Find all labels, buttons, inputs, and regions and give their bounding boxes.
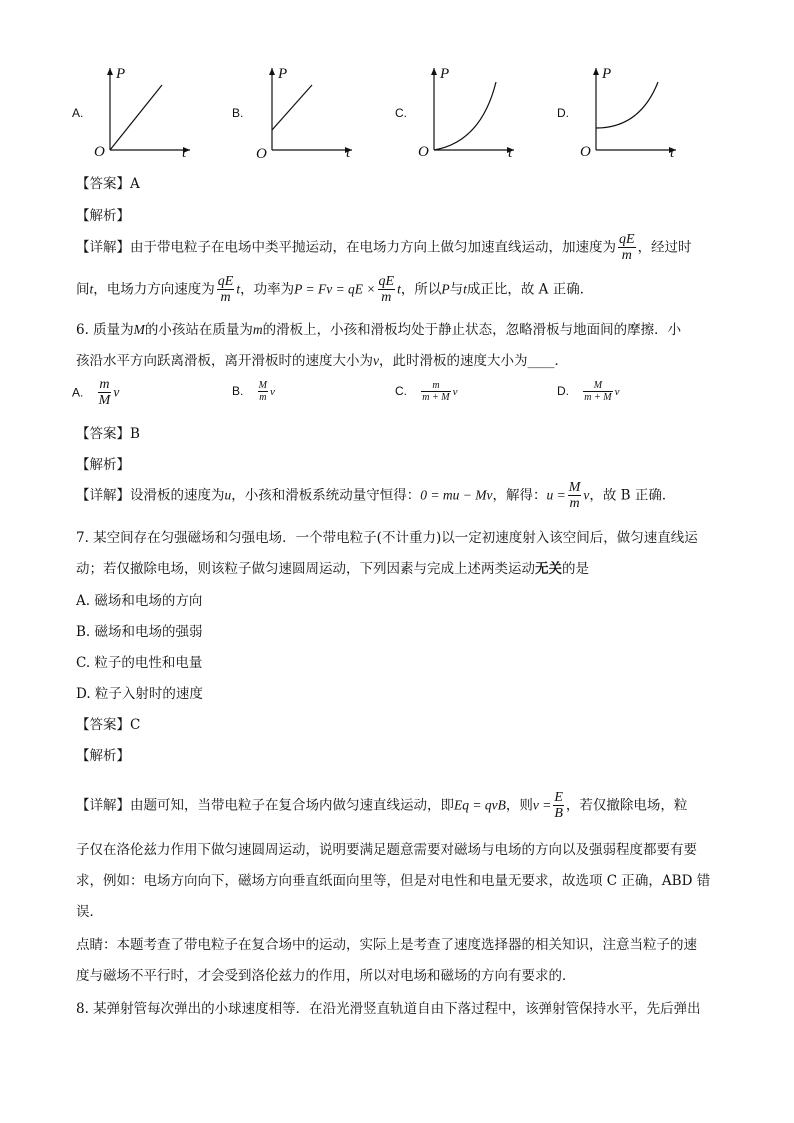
q5-detail-line-2 — [76, 274, 593, 306]
var-v: v — [373, 353, 379, 368]
q7-detail-line-2: 子仅在洛伦兹力作用下做匀速圆周运动，说明要满足题意需要对磁场与电场的方向以及强弱程度都要有要 — [76, 842, 697, 858]
graph-b-curve — [272, 85, 312, 130]
detail-text: 与 — [449, 281, 464, 298]
q5-answer-line — [76, 172, 140, 192]
q6-option-b: B. $\frac{M}{m}$ v — [232, 380, 275, 403]
option-c-label: C. — [395, 106, 407, 120]
detail-tag: 【详解】 — [76, 239, 130, 256]
graph-d-y-label: P — [602, 66, 612, 82]
graph-c-curve — [434, 82, 496, 150]
graph-c-y-label: P — [440, 66, 450, 82]
option-label: C. — [395, 384, 407, 398]
graph-a-origin: O — [94, 144, 105, 160]
stem-text: 的是 — [562, 561, 589, 577]
graph-d — [578, 60, 688, 165]
stem-text: 动；若仅撤除电场，则该粒子做匀速圆周运动，下列因素与完成上述两类运动 — [76, 561, 535, 577]
var-t: t — [236, 281, 241, 297]
graph-a-curve — [110, 85, 162, 150]
fraction-E-over-B: $\frac{E}{B}$ — [554, 790, 563, 822]
fraction-M-over-m: $\frac{M}{m}$ — [568, 480, 581, 512]
graph-b-origin: O — [256, 146, 267, 162]
detail-text: ，若仅撤除电场，粒 — [565, 797, 688, 814]
q7-analysis-tag: 【解析】 — [76, 748, 130, 764]
graph-d-origin: O — [580, 144, 591, 160]
detail-text: ，小孩和滑板系统动量守恒得： — [231, 487, 421, 504]
graph-a-x-label: t — [182, 145, 187, 161]
option-d-label: D. — [557, 106, 569, 120]
momentum-equation: 0 = mu − Mv — [420, 487, 493, 503]
graph-d-x-label: t — [670, 145, 675, 161]
detail-text: 由题可知，当带电粒子在复合场内做匀速直线运动，即 — [130, 797, 454, 814]
q6-option-d: D. $\frac{M}{m + M}$ v — [557, 380, 620, 403]
detail-text: ，所以 — [400, 281, 442, 298]
q7-option-c: C. 粒子的电性和电量 — [76, 655, 203, 671]
stem-text: 孩沿水平方向跃离滑板，离开滑板时的速度大小为 — [76, 353, 373, 369]
q7-option-a: A. 磁场和电场的方向 — [76, 593, 203, 609]
fraction-qE-over-m: $\frac{qE}{m}$ — [217, 274, 234, 306]
detail-text: ，故 B 正确． — [589, 487, 676, 504]
detail-tag: 【详解】 — [76, 487, 130, 504]
detail-text: ，经过时 — [637, 239, 692, 256]
q7-detail-line-1 — [76, 790, 687, 822]
answer-value: A — [130, 176, 140, 192]
stem-text: 的小孩站在质量为 — [144, 322, 253, 338]
detail-text: 由于带电粒子在电场中类平抛运动，在电场力方向上做匀加速直线运动，加速度为 — [130, 239, 616, 256]
var-t: t — [397, 281, 401, 297]
stem-text: ，此时滑板的速度大小为____． — [379, 353, 568, 369]
detail-text: 成正比，故 A 正确． — [466, 281, 594, 298]
q7-option-b: B. 磁场和电场的强弱 — [76, 624, 203, 640]
power-equation: P = Fv = qE × — [294, 281, 376, 297]
answer-tag: 【答案】 — [76, 176, 130, 192]
q7-stem-line-2 — [76, 557, 589, 577]
var-M: M — [133, 322, 145, 337]
detail-tag: 【详解】 — [76, 797, 130, 814]
var-P: P — [441, 281, 450, 297]
stem-emphasis: 无关 — [535, 561, 562, 577]
fraction-qE-over-m: $\frac{qE}{m}$ — [619, 232, 635, 264]
graph-a-y-label: P — [116, 66, 126, 82]
q6-detail-line: 【详解】设滑板的速度为u，小孩和滑板系统动量守恒得：0 = mu − Mv，解得：u = $\frac{M}{m}$ v，故 B 正确． — [76, 480, 676, 512]
graph-c-origin: O — [418, 144, 429, 160]
q7-comment-line-1: 点睛：本题考查了带电粒子在复合场中的运动，实际上是考查了速度选择器的相关知识，注意当粒子的速 — [76, 937, 697, 953]
detail-text: ，则 — [505, 797, 533, 814]
stem-text: 6. 质量为 — [76, 322, 134, 338]
option-label: A. — [72, 385, 84, 400]
q7-detail-line-4: 误． — [76, 904, 103, 920]
graph-d-curve — [596, 82, 658, 128]
q7-option-d: D. 粒子入射时的速度 — [76, 686, 203, 702]
q7-stem-line-1: 7. 某空间存在匀强磁场和匀强电场．一个带电粒子(不计重力)以一定初速度射入该空间后，做匀速直线运 — [76, 530, 698, 546]
q6-stem-line-2 — [76, 349, 568, 369]
q5-analysis-tag: 【解析】 — [76, 208, 130, 224]
q8-stem-line-1: 8. 某弹射管每次弹出的小球速度相等．在沿光滑竖直轨道自由下落过程中，该弹射管保持水平，先后弹出 — [76, 1001, 701, 1017]
answer-tag: 【答案】 — [76, 717, 130, 733]
q6-answer-line — [76, 422, 140, 442]
graph-b-x-label: t — [346, 145, 351, 161]
graph-b — [254, 60, 364, 165]
v-equation: v = — [532, 797, 552, 813]
var-t: t — [89, 281, 94, 297]
stem-text: 的滑板上，小孩和滑板均处于静止状态，忽略滑板与地面间的摩擦．小 — [262, 322, 682, 338]
detail-text: ，解得： — [492, 487, 547, 504]
q6-stem-line-1 — [76, 318, 681, 338]
q6-analysis-tag: 【解析】 — [76, 457, 130, 473]
option-label: D. — [557, 384, 569, 398]
answer-tag: 【答案】 — [76, 426, 130, 442]
detail-text: 间 — [76, 281, 90, 298]
q7-comment-line-2: 度与磁场不平行时，才会受到洛伦兹力的作用，所以对电场和磁场的方向有要求的． — [76, 968, 576, 984]
answer-value: B — [130, 426, 140, 442]
graph-a — [92, 60, 202, 165]
q6-option-a: A. $\frac{m}{M}$ v — [72, 377, 120, 409]
force-equation: Eq = qvB — [454, 797, 506, 813]
graph-c-x-label: t — [508, 145, 513, 161]
q6-option-c: C. $\frac{m}{m + M}$ v — [395, 380, 458, 403]
var-u: u — [224, 487, 232, 503]
answer-value: C — [130, 717, 141, 733]
q5-detail-line-1 — [76, 232, 692, 264]
option-b-label: B. — [232, 106, 244, 120]
detail-text: ，电场力方向速度为 — [93, 281, 215, 298]
var-t: t — [463, 281, 467, 297]
q7-detail-line-3: 求，例如：电场方向向下，磁场方向垂直纸面向里等，但是对电性和电量无要求，故选项 C 正确，ABD 错 — [76, 873, 711, 889]
u-equation: u = — [546, 487, 566, 503]
graph-c — [416, 60, 526, 165]
fraction-qE-over-m: $\frac{qE}{m}$ — [378, 274, 395, 306]
q7-answer-line — [76, 713, 140, 733]
detail-text: 设滑板的速度为 — [130, 487, 225, 504]
var-m: m — [252, 322, 263, 337]
detail-text: ，功率为 — [240, 281, 295, 298]
option-a-label: A. — [72, 106, 84, 120]
option-label: B. — [232, 384, 244, 398]
graph-b-y-label: P — [278, 66, 288, 82]
